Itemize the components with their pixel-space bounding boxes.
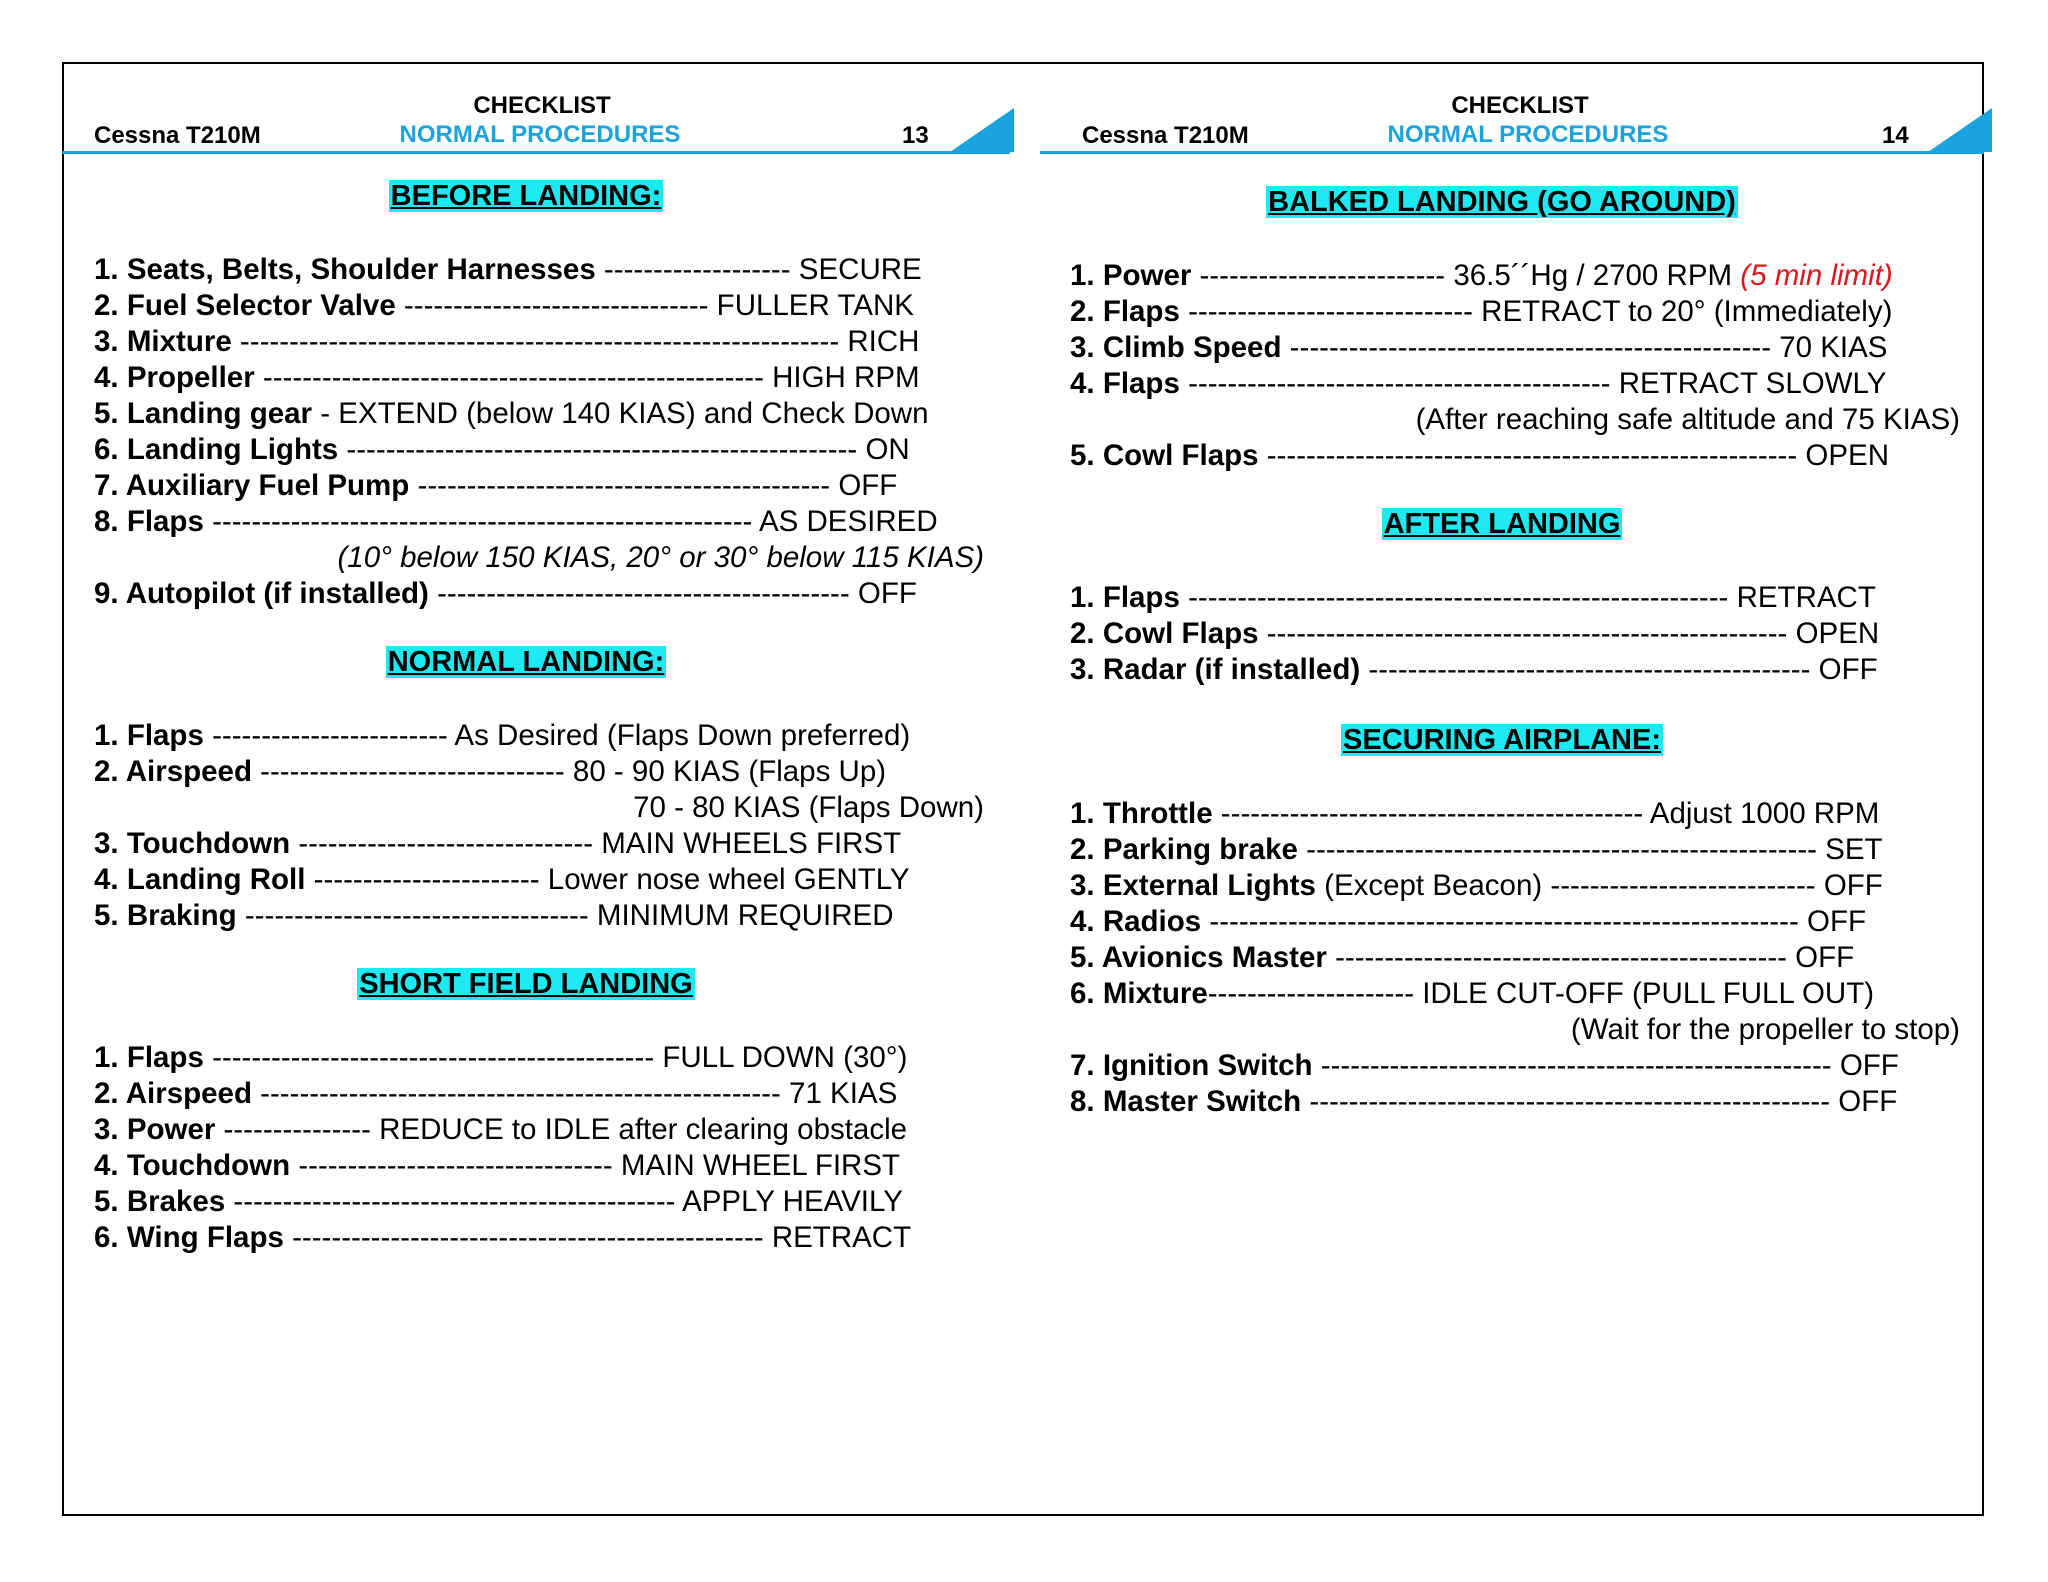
item-number: 4.: [94, 361, 127, 394]
checklist-row: [94, 1184, 903, 1220]
item-number: 1.: [94, 719, 127, 752]
item-label: Fuel Selector Valve: [126, 289, 396, 322]
checklist-row: [1070, 1084, 1897, 1120]
item-value: FULLER TANK: [716, 289, 914, 322]
item-number: 1.: [1070, 797, 1103, 830]
item-label: Mixture: [126, 325, 232, 358]
item-value: As Desired (Flaps Down preferred): [454, 719, 911, 752]
item-label: Master Switch: [1102, 1085, 1302, 1118]
checklist-row: [1070, 652, 1878, 688]
leader-dashes: ------------------------------------------: [428, 577, 858, 610]
leader-dashes: ------------------------------------------------------------: [1201, 905, 1807, 938]
item-label: Parking brake: [1102, 833, 1298, 866]
header-section: NORMAL PROCEDURES: [1387, 121, 1669, 148]
page-corner-tab: [950, 108, 1014, 152]
item-label: Airspeed: [125, 755, 252, 788]
leader-dashes: ------------------------------------------------: [283, 1221, 772, 1254]
item-number: 2.: [94, 755, 126, 788]
item-label: Touchdown: [126, 1149, 291, 1182]
item-value: RICH: [847, 325, 920, 358]
page-number: 13: [902, 122, 929, 149]
item-number: 1.: [1070, 259, 1103, 292]
item-label: Radios: [1102, 905, 1202, 938]
item-value: RETRACT: [771, 1221, 912, 1254]
item-value: OFF: [1838, 1085, 1898, 1118]
item-value: 71 KIAS: [789, 1077, 898, 1110]
leader-dashes: ---------------------------------------------------: [254, 361, 773, 394]
item-number: 8.: [94, 505, 127, 538]
leader-dashes: -------------------------------------------------------: [1179, 581, 1737, 614]
leader-dashes: ---------------------------------------------: [1360, 653, 1819, 686]
header-aircraft: Cessna T210M: [94, 122, 261, 149]
checklist-row: [1070, 868, 1883, 904]
leader-dashes: -------------------------: [1191, 259, 1454, 292]
leader-dashes: ------------------------: [203, 719, 455, 752]
checklist-row: [94, 252, 922, 288]
item-value: 36.5´´Hg / 2700 RPM: [1453, 259, 1733, 292]
item-value: IDLE CUT-OFF (PULL FULL OUT): [1422, 977, 1875, 1010]
item-label: Landing gear: [126, 397, 313, 430]
item-value: OFF: [1823, 869, 1883, 902]
checklist-row: [94, 324, 919, 360]
item-label: Flaps: [126, 1041, 204, 1074]
checklist-row: [1070, 616, 1879, 652]
item-label: Flaps: [1102, 295, 1180, 328]
item-number: 2.: [94, 1077, 126, 1110]
checklist-row: [1070, 366, 1886, 402]
checklist-row: [1070, 330, 1887, 366]
item-number: 4.: [1070, 905, 1103, 938]
leader-dashes: -----------------------------------: [236, 899, 597, 932]
item-value: REDUCE to IDLE after clearing obstacle: [379, 1113, 908, 1146]
item-number: 4.: [1070, 367, 1103, 400]
item-number: 3.: [94, 827, 127, 860]
item-number: 5.: [1070, 439, 1103, 472]
item-label: Radar (if installed): [1102, 653, 1361, 686]
checklist-row: [94, 396, 929, 432]
item-value: Lower nose wheel GENTLY: [547, 863, 910, 896]
leader-dashes: -----------------------: [305, 863, 548, 896]
item-number: 9.: [94, 577, 126, 610]
item-value: SECURE: [798, 253, 922, 286]
item-label: Flaps: [1102, 367, 1180, 400]
item-value: 70 - 80 KIAS (Flaps Down): [633, 791, 984, 824]
item-value: RETRACT to 20° (Immediately): [1481, 295, 1893, 328]
section-title-normal-landing: NORMAL LANDING:: [387, 646, 665, 678]
item-value: MINIMUM REQUIRED: [596, 899, 894, 932]
leader-dashes: -----------------------------------------------------: [1301, 1085, 1839, 1118]
checklist-row: [94, 360, 920, 396]
checklist-row: [94, 898, 894, 934]
checklist-row: [94, 1148, 900, 1184]
checklist-row: [1070, 976, 1874, 1012]
item-value: Adjust 1000 RPM: [1649, 797, 1880, 830]
checklist-row: [1070, 1048, 1899, 1084]
item-number: 5.: [94, 397, 127, 430]
item-value: AS DESIRED: [758, 505, 938, 538]
item-label: Cowl Flaps: [1102, 617, 1259, 650]
checklist-row: [1070, 294, 1892, 330]
leader-dashes: -------------------: [595, 253, 799, 286]
item-label: Avionics Master: [1101, 941, 1327, 974]
item-number: 1.: [1070, 581, 1103, 614]
item-value: 80 - 90 KIAS (Flaps Up): [572, 755, 887, 788]
leader-dashes: ----------------------------------------------: [1326, 941, 1796, 974]
leader-dashes: ---------------: [215, 1113, 380, 1146]
page-number: 14: [1882, 122, 1909, 149]
item-label: Power: [126, 1113, 216, 1146]
item-number: 3.: [94, 325, 127, 358]
item-value: SET: [1825, 833, 1883, 866]
section-title-securing-airplane: SECURING AIRPLANE:: [1343, 724, 1661, 756]
item-label: Cowl Flaps: [1102, 439, 1259, 472]
item-number: 3.: [1070, 869, 1103, 902]
item-value: RETRACT: [1736, 581, 1876, 614]
item-value: MAIN WHEEL FIRST: [620, 1149, 901, 1182]
item-value: (10° below 150 KIAS, 20° or 30° below 115 KIAS): [337, 541, 984, 574]
item-label: Power: [1102, 259, 1192, 292]
item-label: Climb Speed: [1102, 331, 1282, 364]
leader-dashes: ---------------------------------------------: [203, 1041, 663, 1074]
item-number: 7.: [1070, 1049, 1103, 1082]
header-aircraft: Cessna T210M: [1082, 122, 1249, 149]
item-number: 7.: [94, 469, 126, 502]
item-label: Touchdown: [126, 827, 291, 860]
checklist-row: [1070, 438, 1889, 474]
leader-dashes: ------------------------------: [290, 827, 602, 860]
header-section: NORMAL PROCEDURES: [399, 121, 681, 148]
leader-dashes: -: [312, 397, 339, 430]
leader-dashes: ----------------------------------------------------: [1297, 833, 1826, 866]
checklist-row: [1070, 796, 1879, 832]
leader-dashes: -----------------------------------------------------: [251, 1077, 790, 1110]
item-label: Mixture: [1102, 977, 1208, 1010]
item-label: Flaps: [1102, 581, 1180, 614]
item-number: 6.: [94, 1221, 127, 1254]
item-value: EXTEND (below 140 KIAS) and Check Down: [338, 397, 929, 430]
item-number: 4.: [94, 863, 127, 896]
left-page: [62, 62, 1010, 1516]
item-label: Flaps: [126, 505, 204, 538]
checklist-row: [1070, 832, 1883, 868]
checklist-row: [94, 1112, 907, 1148]
item-label: External Lights: [1102, 869, 1316, 902]
leader-dashes: -------------------------------: [251, 755, 573, 788]
item-value: OFF: [1839, 1049, 1899, 1082]
leader-dashes: ------------------------------------------------------: [1258, 439, 1806, 472]
header-checklist-label: CHECKLIST: [473, 92, 611, 119]
leader-dashes: -----------------------------------------------------: [1258, 617, 1796, 650]
item-value: MAIN WHEELS FIRST: [601, 827, 902, 860]
checklist-row: [94, 718, 910, 754]
checklist-row: [94, 1040, 907, 1076]
leader-dashes: ----------------------------------------------------: [338, 433, 866, 466]
leader-dashes: --------------------------------: [290, 1149, 621, 1182]
item-number: 1.: [94, 253, 127, 286]
item-number: 5.: [94, 899, 127, 932]
item-value: OFF: [1795, 941, 1855, 974]
leader-dashes: -------------------------------------------------: [1281, 331, 1780, 364]
item-value: APPLY HEAVILY: [682, 1185, 903, 1218]
checklist-row: [94, 432, 910, 468]
checklist-row: [94, 826, 901, 862]
checklist-row: [1040, 402, 1960, 438]
checklist-row: [94, 504, 938, 540]
checklist-row: [94, 468, 897, 504]
item-label: Braking: [126, 899, 237, 932]
item-note: (5 min limit): [1740, 259, 1893, 292]
item-label: Brakes: [126, 1185, 226, 1218]
right-page: [1040, 62, 1984, 1516]
item-value: 70 KIAS: [1779, 331, 1888, 364]
leader-dashes: -------------------------------: [395, 289, 717, 322]
checklist-row: [94, 754, 886, 790]
item-label: Throttle: [1102, 797, 1213, 830]
item-number: 8.: [1070, 1085, 1103, 1118]
item-number: 3.: [94, 1113, 127, 1146]
item-value: FULL DOWN (30°): [662, 1041, 908, 1074]
leader-dashes: -----------------------------: [1179, 295, 1482, 328]
item-number: 2.: [1070, 617, 1103, 650]
header-rule: [1040, 151, 1984, 154]
item-label: Flaps: [126, 719, 204, 752]
item-value: OFF: [1807, 905, 1866, 938]
item-label: Propeller: [126, 361, 255, 394]
item-number: 1.: [94, 1041, 127, 1074]
leader-dashes: -------------------------------------------------------: [203, 505, 759, 538]
item-number: 2.: [1070, 833, 1103, 866]
leader-dashes: ---------------------: [1207, 977, 1423, 1010]
header-checklist-label: CHECKLIST: [1451, 92, 1589, 119]
section-title-short-field-landing: SHORT FIELD LANDING: [359, 968, 693, 1000]
item-number: 3.: [1070, 653, 1103, 686]
item-value: OPEN: [1795, 617, 1880, 650]
item-value: OFF: [838, 469, 898, 502]
item-value: OPEN: [1805, 439, 1890, 472]
checklist-row: [94, 576, 917, 612]
item-value: OFF: [857, 577, 917, 610]
item-value: RETRACT SLOWLY: [1618, 367, 1887, 400]
item-number: 6.: [94, 433, 127, 466]
item-number: 4.: [94, 1149, 127, 1182]
checklist-row: [94, 1076, 897, 1112]
leader-dashes: -------------------------------------------: [1212, 797, 1650, 830]
section-title-balked-landing: BALKED LANDING (GO AROUND): [1268, 186, 1736, 218]
leader-dashes: -------------------------------------------: [1179, 367, 1619, 400]
section-title-before-landing: BEFORE LANDING:: [390, 180, 662, 212]
item-label: Landing Lights: [126, 433, 339, 466]
checklist-row: [1040, 1012, 1960, 1048]
item-label: Ignition Switch: [1102, 1049, 1313, 1082]
leader-dashes: ------------------------------------------: [409, 469, 839, 502]
item-label: Landing Roll: [126, 863, 306, 896]
checklist-row: [94, 1220, 911, 1256]
item-number: 5.: [1070, 941, 1102, 974]
checklist-row: [1070, 940, 1854, 976]
checklist-row: [1070, 580, 1876, 616]
item-number: 3.: [1070, 331, 1103, 364]
item-value: HIGH RPM: [772, 361, 920, 394]
checklist-row: [62, 540, 984, 576]
item-number: 6.: [1070, 977, 1103, 1010]
item-label: Seats, Belts, Shoulder Harnesses: [126, 253, 596, 286]
item-value: ON: [865, 433, 910, 466]
checklist-row: [94, 862, 910, 898]
leader-dashes: (Except Beacon) ---------------------------: [1315, 869, 1824, 902]
leader-dashes: ----------------------------------------------------: [1312, 1049, 1840, 1082]
item-value: (After reaching safe altitude and 75 KIAS): [1415, 403, 1960, 436]
item-label: Airspeed: [125, 1077, 252, 1110]
leader-dashes: ---------------------------------------------: [225, 1185, 683, 1218]
item-label: Wing Flaps: [126, 1221, 284, 1254]
item-number: 5.: [94, 1185, 127, 1218]
item-label: Autopilot (if installed): [125, 577, 429, 610]
item-number: 2.: [1070, 295, 1103, 328]
page-corner-tab: [1928, 108, 1992, 152]
leader-dashes: -------------------------------------------------------------: [231, 325, 848, 358]
checklist-row: [1070, 258, 1893, 294]
item-value: OFF: [1818, 653, 1878, 686]
section-title-after-landing: AFTER LANDING: [1383, 508, 1621, 540]
checklist-row: [62, 790, 984, 826]
checklist-row: [1070, 904, 1866, 940]
header-rule: [62, 151, 1010, 154]
checklist-row: [94, 288, 914, 324]
item-number: 2.: [94, 289, 127, 322]
item-label: Auxiliary Fuel Pump: [125, 469, 410, 502]
item-value: (Wait for the propeller to stop): [1570, 1013, 1960, 1046]
